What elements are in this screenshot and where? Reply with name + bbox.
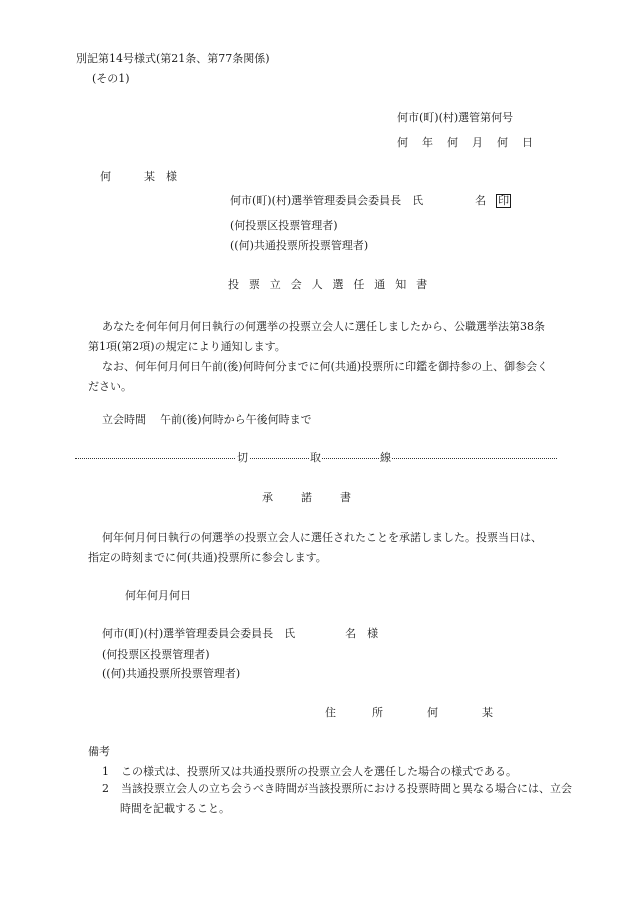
sender-title: 何市(町)(村)選挙管理委員会委員長 氏 — [230, 194, 424, 207]
addressee-name: 名 様 — [345, 627, 379, 640]
acceptance-title: 承 諾 書 — [262, 491, 351, 504]
address-line: 住 所 何 某 — [325, 706, 493, 719]
sender-name: 名 — [475, 194, 487, 207]
addressee-alt1: (何投票区投票管理者) — [102, 648, 210, 661]
notice-date: 何 年 何 月 何 日 — [397, 136, 533, 149]
addressee-title: 何市(町)(村)選挙管理委員会委員長 氏 — [102, 627, 296, 640]
remarks-heading: 備考 — [88, 745, 110, 758]
remark-item: 1 この様式は、投票所又は共通投票所の投票立会人を選任した場合の様式である。 — [102, 765, 517, 778]
sender — [230, 194, 511, 208]
acceptance-date: 何年何月何日 — [125, 589, 191, 602]
notice-body-1: あなたを何年何月何日執行の何選挙の投票立会人に選任しましたから、公職選挙法第38条第1項(第2項)の規定により通知します。 — [88, 320, 545, 353]
sender-alt2: ((何)共通投票所投票管理者) — [230, 239, 369, 252]
addressee-alt2: ((何)共通投票所投票管理者) — [102, 667, 241, 680]
cut-label-3: 線 — [380, 451, 391, 464]
recipient: 何 某 様 — [100, 170, 177, 183]
attendance-label: 立会時間 — [102, 413, 146, 426]
addressee — [102, 627, 378, 641]
form-part: (その1) — [92, 72, 130, 85]
notice-body-2: なお、何年何月何日午前(後)何時何分までに何(共通)投票所に印鑑を御持参の上、御参会ください。 — [88, 360, 549, 393]
seal-mark: 印 — [498, 194, 510, 207]
remark-item: 2 当該投票立会人の立ち会うべき時間が当該投票所における投票時間と異なる場合には、立会時間を記載すること。 — [102, 782, 572, 815]
cut-label-1: 切 — [237, 451, 248, 464]
notice-title: 投票立会人選任通知書 — [228, 278, 437, 291]
cut-label-2: 取 — [310, 451, 321, 464]
doc-number: 何市(町)(村)選管第何号 — [397, 111, 514, 124]
attendance-value: 午前(後)何時から午後何時まで — [160, 413, 312, 426]
acceptance-body: 何年何月何日執行の何選挙の投票立会人に選任されたことを承諾しました。投票当日は、指定の時刻までに何(共通)投票所に参会します。 — [88, 531, 542, 564]
attendance-time — [102, 413, 312, 427]
sender-alt1: (何投票区投票管理者) — [230, 219, 338, 232]
form-title: 別記第14号様式(第21条、第77条関係) — [76, 52, 270, 65]
